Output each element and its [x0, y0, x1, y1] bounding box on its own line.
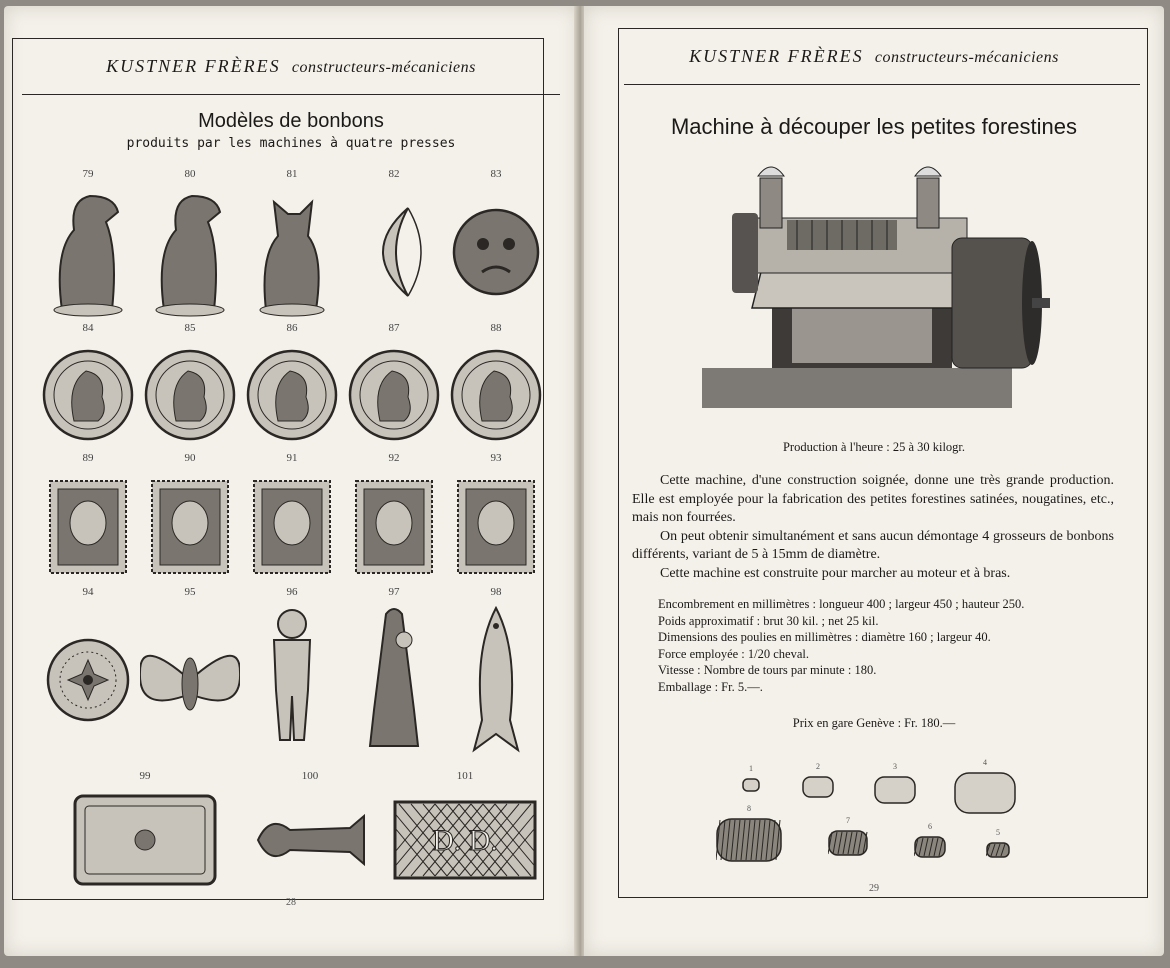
right-header	[584, 46, 1164, 74]
candy-drawing	[446, 604, 546, 756]
spec-row	[658, 679, 1128, 696]
candy-model-number: 98	[490, 586, 502, 598]
candy-model-coin	[140, 322, 240, 450]
candy-model-number: 80	[184, 168, 196, 180]
candy-model-fish	[446, 586, 546, 756]
bonbon-size-sample	[742, 764, 760, 792]
candy-model-dog	[38, 168, 138, 318]
bonbon-size-number: 8	[747, 804, 751, 813]
bonbon-size-drawing	[914, 836, 946, 858]
left-page-title: Modèles de bonbons	[198, 110, 384, 132]
spec-row	[658, 613, 1128, 630]
candy-model-number: 84	[82, 322, 94, 334]
candy-model-number: 99	[139, 770, 151, 782]
candy-drawing	[242, 186, 342, 318]
bonbon-size-number: 5	[996, 828, 1000, 837]
candy-model-plaque	[70, 770, 220, 892]
production-rate: Production à l'heure : 25 à 30 kilogr.	[782, 440, 966, 454]
candy-model-dog	[140, 168, 240, 318]
bonbon-size-drawing	[742, 778, 760, 792]
candy-model-coin	[38, 322, 138, 450]
bonbon-size-sample	[716, 804, 782, 862]
description-paragraph: Cette machine, d'une construction soignée, donne une très grande production. Elle est employée pour la fabrication des petites forestines satinées, nougatines, etc., mais non fourrées.	[632, 473, 1114, 525]
candy-drawing	[344, 470, 444, 584]
candy-model-stamp	[344, 452, 444, 584]
bonbon-size-sample	[874, 762, 916, 804]
spec-row	[658, 596, 1128, 613]
bonbon-size-sample	[828, 816, 868, 856]
candy-drawing	[38, 470, 138, 584]
candy-drawing	[446, 340, 546, 450]
spec-label: Encombrement en millimètres :	[658, 597, 816, 611]
candy-model-coin	[344, 322, 444, 450]
bonbon-size-drawing	[986, 842, 1010, 858]
candy-drawing	[242, 604, 342, 756]
candy-drawing	[344, 604, 444, 756]
left-page-subtitle: produits par les machines à quatre presses	[126, 136, 456, 151]
machine-specs	[658, 596, 1128, 695]
left-page	[4, 6, 578, 956]
candy-model-number: 92	[388, 452, 400, 464]
description-paragraph: Cette machine est construite pour marcher au moteur et à bras.	[660, 565, 1011, 581]
spec-value: 1/20 cheval.	[747, 646, 809, 661]
candy-model-number: 79	[82, 168, 94, 180]
candy-model-face	[446, 168, 546, 318]
candy-drawing	[38, 340, 138, 450]
right-page-title: Machine à découper les petites forestines	[670, 114, 1077, 139]
candy-drawing	[242, 340, 342, 450]
candy-model-stamp	[242, 452, 342, 584]
candy-model-number: 82	[388, 168, 400, 180]
candy-drawing	[344, 186, 444, 318]
candy-model-number: 94	[82, 586, 94, 598]
spec-label: Poids approximatif :	[658, 613, 761, 628]
bonbon-size-number: 6	[928, 822, 932, 831]
spec-value: Fr. 5.—.	[721, 679, 763, 694]
candy-drawing	[140, 186, 240, 318]
machine-description	[632, 472, 1114, 583]
candy-model-number: 89	[82, 452, 94, 464]
bonbon-size-number: 1	[749, 764, 753, 773]
candy-model-number: 97	[388, 586, 400, 598]
bonbon-size-number: 7	[846, 816, 850, 825]
right-page-number: 29	[869, 883, 879, 894]
candy-model-number: 88	[490, 322, 502, 334]
left-header-rule	[22, 94, 560, 95]
candy-model-crayfish	[250, 770, 370, 892]
spec-label: Dimensions des poulies en millimètres :	[658, 630, 859, 644]
bonbon-size-number: 4	[983, 758, 987, 767]
candy-model-number: 81	[286, 168, 298, 180]
candy-drawing	[70, 788, 220, 892]
candy-model-coin	[242, 322, 342, 450]
candy-model-madonna	[344, 586, 444, 756]
candy-model-number: 93	[490, 452, 502, 464]
spec-row	[658, 629, 1128, 646]
candy-model-number: 90	[184, 452, 196, 464]
left-header	[4, 56, 578, 84]
right-header-trade: constructeurs-mécaniciens	[874, 49, 1059, 66]
candy-model-number: 95	[184, 586, 196, 598]
candy-drawing	[38, 604, 138, 756]
candy-model-lattice	[390, 770, 540, 892]
spec-label: Force employée :	[658, 646, 745, 661]
bonbon-size-sample	[802, 762, 834, 798]
spec-value: diamètre 160 ; largeur 40.	[861, 630, 991, 644]
bonbon-size-sample	[986, 828, 1010, 858]
left-header-trade: constructeurs-mécaniciens	[291, 59, 476, 76]
candy-model-number: 100	[301, 770, 319, 782]
candy-model-number: 86	[286, 322, 298, 334]
candy-model-number: 83	[490, 168, 502, 180]
spec-row	[658, 662, 1128, 679]
right-header-firm: KUSTNER FRÈRES	[689, 46, 864, 66]
left-header-firm: KUSTNER FRÈRES	[106, 56, 281, 76]
bonbon-size-drawing	[954, 772, 1016, 814]
right-page	[584, 6, 1164, 956]
bonbon-size-number: 3	[893, 762, 897, 771]
bonbon-size-number: 2	[816, 762, 820, 771]
right-header-rule	[624, 84, 1140, 85]
bonbon-size-drawing	[716, 818, 782, 862]
candy-drawing	[446, 470, 546, 584]
spec-value: brut 30 kil. ; net 25 kil.	[763, 613, 879, 628]
candy-model-number: 87	[388, 322, 400, 334]
candy-model-stamp	[446, 452, 546, 584]
candy-drawing	[242, 470, 342, 584]
candy-drawing	[446, 186, 546, 318]
spec-value: Nombre de tours par minute : 180.	[703, 663, 877, 677]
candy-drawing	[140, 340, 240, 450]
spec-value: longueur 400 ; largeur 450 ; hauteur 250.	[819, 597, 1025, 611]
spec-label: Vitesse :	[658, 663, 701, 677]
candy-model-number: 101	[456, 770, 474, 782]
candy-model-number: 85	[184, 322, 196, 334]
bonbon-size-drawing	[874, 776, 916, 804]
candy-drawing	[390, 788, 540, 892]
spec-row	[658, 646, 1128, 663]
candy-model-stamp	[38, 452, 138, 584]
plaque-letters: D. D.	[432, 824, 498, 857]
candy-model-number: 96	[286, 586, 298, 598]
candy-model-moon	[344, 168, 444, 318]
candy-model-cat	[242, 168, 342, 318]
candy-drawing	[250, 788, 370, 892]
candy-model-coin	[446, 322, 546, 450]
spec-label: Emballage :	[658, 679, 719, 694]
candy-drawing	[140, 604, 240, 756]
bonbon-size-sample	[954, 758, 1016, 814]
candy-model-rosette	[38, 586, 138, 756]
candy-drawing	[344, 340, 444, 450]
bonbon-size-drawing	[802, 776, 834, 798]
bonbon-size-sample	[914, 822, 946, 858]
candy-model-figure	[242, 586, 342, 756]
candy-drawing	[38, 186, 138, 318]
candy-model-number: 91	[286, 452, 298, 464]
bonbon-size-drawing	[828, 830, 868, 856]
left-page-number: 28	[286, 897, 296, 908]
candy-drawing	[140, 470, 240, 584]
description-paragraph: On peut obtenir simultanément et sans aucun démontage 4 grosseurs de bonbons différents, variant de 5 à 15mm de diamètre.	[632, 528, 1114, 562]
price-line: Prix en gare Genève : Fr. 180.—	[792, 716, 956, 730]
forestine-machine-illustration	[702, 158, 1052, 418]
candy-model-butterfly	[140, 586, 240, 756]
candy-model-stamp	[140, 452, 240, 584]
